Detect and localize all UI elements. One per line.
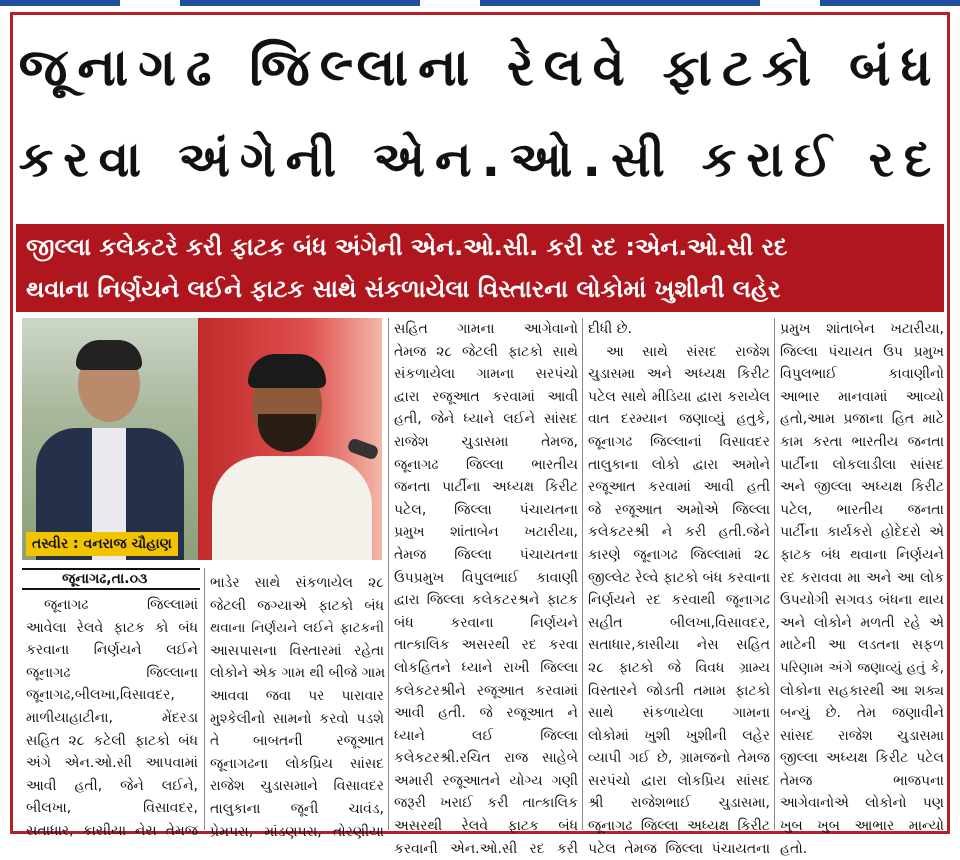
article-column-3 [394, 318, 578, 857]
text-line: દ્વારા રજૂઆત કરવામાં આવી [394, 388, 578, 405]
text-line: નિર્ણયને રદ કરવાથી જૂનાગઢ [588, 592, 770, 609]
text-line: સહિત ૨૮ કટેલી ફાટકો બંધ [26, 732, 198, 749]
text-line: જૂનાગઢના લોકપ્રિય સાંસદ [210, 755, 384, 772]
text-line: પરિણામ અંગે જણાવ્યું હતું કે, [780, 659, 944, 676]
text-line: જેટલી જગ્યાએ ફાટકો બંધ [210, 597, 384, 614]
text-line: સાથે સંકળાયેલા ગામના [588, 705, 770, 722]
text-line: રાજેશ ચુડાસમા તેમજ, [394, 433, 578, 450]
text-line: તેમજ જિલ્લા પંચાયતના [394, 546, 578, 563]
text-line: પાર્ટીના કાર્યકરો હોદેદરો એ [780, 524, 944, 541]
photo-man-at-microphone [198, 318, 382, 560]
text-line: સતાધાર, કાસીયા નેસ તેમજ [26, 822, 198, 839]
text-line: લોકોને એક ગામ થી બીજે ગામ [210, 665, 386, 682]
text-line: અમારી રજૂઆતને યોગ્ય ગણી [394, 772, 578, 789]
text-line: તેમજ ૨૮ જેટલી ફાટકો સાથે [394, 343, 578, 360]
dateline: જૂનાગઢ,તા.૦૩ [22, 568, 200, 590]
text-line: મુશ્કેલીનો સામનો કરવો પડશે [210, 710, 384, 727]
text-line: આ સાથે સંસદ રાજેશ [606, 343, 770, 360]
text-line: તે બાબતની રજૂઆત [210, 733, 384, 750]
text-line: તાલુકાના જૂની ચાવંડ, [210, 800, 384, 817]
text-line: કરવાના નિર્ણયને લઈને [26, 642, 198, 659]
text-line: કરવાની એન.ઓ.સી રદ કરી [394, 840, 578, 857]
text-line: પટેલ તેમજ જિલ્લા પંચાયતના [588, 840, 770, 857]
text-line: થવાના નિર્ણયને લઈને ફાટકની [210, 620, 384, 637]
article-column-1 [26, 594, 198, 839]
text-line: કલેકટરશ્રી.રચિત રાજ સાહેબે [394, 750, 578, 767]
text-line: સંકળાયેલા ગામના સરપંચો [394, 366, 578, 383]
text-line: અસરથી રેલવે ફાટક બંધ [394, 818, 578, 835]
photo-caption: તસ્વીર : વનરાજ ચૌહાણ [26, 532, 178, 556]
text-line: સરપંચો દ્વારા લોકપ્રિય સાંસદ [588, 772, 770, 789]
text-line: લોકહિતને ધ્યાને રાખી જિલ્લા [394, 659, 578, 676]
column-divider [204, 568, 205, 830]
text-line: ધ્યાને લઈ જિલ્લા [394, 727, 578, 744]
text-line: આવેલા રેલવે ફાટક કો બંધ [26, 619, 198, 636]
text-line: માળીયાહાટીના, મેંદરડા [26, 709, 198, 726]
text-line: વિસ્તારને જોડતી તમામ ફાટકો [588, 682, 770, 699]
text-line: હતો,આમ પ્રજાના હિત માટે [780, 411, 944, 428]
text-line: જૂનાગઢ જિલ્લા અધ્યક્ષ કિરીટ [588, 818, 770, 835]
text-line: જે રજૂઆત અમોએ જિલ્લા [588, 501, 770, 518]
text-line: જીલ્લા અધ્યક્ષ કિરીટ પટેલ [780, 750, 944, 767]
column-divider [774, 318, 775, 830]
text-line: હતી, જેને ધ્યાને લઈને સાંસદ [394, 411, 578, 428]
text-line: દ્વારા જિલ્લા કલેકટરશ્રને ફાટક [394, 592, 578, 609]
text-line: જૂનાગઢ જિલ્લા ભારતીય [394, 456, 578, 473]
text-line: આવવા જવા પર પારાવાર [210, 687, 384, 704]
headline-line-1: જૂનાગઢ જિલ્લાના રેલવે ફાટકો બંધ [18, 38, 942, 98]
text-line: આસપાસના વિસ્તારમાં રહેતા [210, 642, 384, 659]
text-line: હતો. [780, 840, 808, 857]
text-line: જૂનાગઢ,બીલખા,વિસાવદર, [26, 687, 175, 704]
text-line: અંગે એન.ઓ.સી આપવામાં [26, 755, 198, 772]
text-line: વ્યાપી ગઈ છે, ગ્રામજનો તેમજ [588, 750, 770, 767]
text-line: પટેલ, ભારતીય જનતા [780, 501, 944, 518]
text-line: જરૂરી ખરાઈ કરી તાત્કાલિક [394, 795, 578, 812]
text-line: લોકોમાં ખુશી ખુશીની લહેર [588, 727, 770, 744]
text-line: પ્રમુખ શાંતાબેન ખટારીયા, [394, 524, 578, 541]
subheadline-line-1: જીલ્લા કલેકટરે કરી ફાટક બંધ અંગેની એન.ઓ.સી. કરી રદ :એન.ઓ.સી રદ [26, 233, 788, 261]
text-line: જૂનાગઢ જિલ્લાના [26, 664, 198, 681]
news-photos [22, 318, 382, 560]
text-line: લોકોના સહકારથી આ શક્ય [780, 682, 944, 699]
column-divider [582, 318, 583, 830]
text-line: જૂનાગઢ જિલ્લામાં [44, 597, 198, 613]
text-line: બન્યું છે. તેમ જણાવીને [780, 705, 944, 722]
text-line: સતાધાર,કાસીયા નેસ સહિત [588, 637, 770, 654]
text-line: વિપુલભાઈ કાવાણીનો [780, 366, 944, 383]
headline-line-2: કરવા અંગેની એન.ઓ.સી કરાઈ રદ [18, 131, 942, 188]
text-line: પ્રમુખ શાંતાબેન ખટારીયા, [780, 321, 944, 337]
text-line: ઉપયોગી સગવડ બંધના થાય [780, 592, 944, 609]
text-line: જનતા પાર્ટીના અધ્યક્ષ કિરીટ [394, 479, 578, 496]
text-line: બંધ કરવાના નિર્ણયને [394, 614, 578, 631]
subheadline-line-2: થવાના નિર્ણયને લઈને ફાટક સાથે સંકળાયેલા વિસ્તારના લોકોમાં ખુશીની લહેર [26, 275, 781, 303]
text-line: આભાર માનવામાં આવ્યો [780, 388, 944, 405]
text-line: ભાડેર સાથે સંકળાયેલ ૨૮ [210, 575, 384, 591]
text-line: ચુડાસમા અને અધ્યક્ષ કિરીટ [588, 366, 770, 383]
text-line: ઉપપ્રમુખ વિપુલભાઈ કાવાણી [394, 569, 578, 586]
top-color-strip [0, 0, 960, 6]
text-line: કારણે જૂનાગઢ જિલ્લામાં ૨૮ [588, 546, 770, 563]
column-divider [388, 318, 389, 830]
text-line: તેમજ ભાજપના [780, 772, 944, 789]
text-line: કલેકટરશ્રી ને કરી હતી.જેને [588, 524, 770, 541]
photo-man-in-suit [22, 318, 198, 560]
text-line: કલેકટરશ્રીને રજૂઆત કરવામાં [394, 682, 578, 699]
text-line: કામ કરતા ભારતીય જનતા [780, 433, 944, 450]
text-line: પટેલ, જિલ્લા પંચાયતના [394, 501, 578, 518]
text-line: આવી હતી, જેને લઈને, [26, 777, 198, 794]
subheadline-bar [16, 224, 944, 312]
text-line: ફાટક બંધ થવાના નિર્ણયને [780, 546, 944, 563]
text-line: આગેવાનોએ લોકોનો પણ [780, 795, 944, 812]
text-line: વાત દરમ્યાન જણાવ્યું હતુકે, [588, 411, 770, 428]
text-line: દીધી છે. [588, 321, 632, 337]
text-line: સહિત ગામના આગેવાનો [394, 321, 578, 337]
text-line: પ્રેમપરા, માંડણપરા, તોરણીયા [210, 823, 384, 840]
text-line: ૨૮ ફાટકો જે વિવધ ગ્રામ્ય [588, 659, 770, 676]
headline [16, 22, 944, 218]
article-column-5 [780, 318, 944, 857]
text-line: આવી હતી. જે રજૂઆત ને [394, 705, 578, 722]
text-line: તાત્કાલિક અસરથી રદ કરવા [394, 637, 578, 654]
article-column-2 [210, 572, 386, 840]
text-line: રાજેશ ચુડાસમાને વિસાવદર [210, 778, 384, 795]
text-line: અને લોકોને મળતી રહે એ [780, 614, 944, 631]
text-line: માટેની આ લડતના સફળ [780, 637, 944, 654]
text-line: સહીત બીલખા,વિસાવદર, [588, 614, 770, 631]
text-line: જિલ્લા પંચાયત ઉપ પ્રમુખ [780, 343, 944, 360]
text-line: બીલખા, વિસાવદર, [26, 800, 198, 817]
article-column-4 [588, 318, 770, 857]
text-line: ખુબ ખુબ આભાર માન્યો [780, 818, 944, 835]
text-line: રદ કરાવવા મા અને આ લોક [780, 569, 944, 586]
text-line: જૂનાગઢ જિલ્લાનાં વિસાવદર [588, 433, 770, 450]
text-line: પાર્ટીના લોકલાડીલા સાંસદ [780, 456, 944, 473]
text-line: સાંસદ રાજેશ ચુડાસમા [780, 727, 944, 744]
text-line: શ્રી રાજેશભાઈ ચુડાસમા, [588, 795, 770, 812]
text-line: અને જીલ્લા અધ્યક્ષ કિરીટ [780, 479, 944, 496]
text-line: તાલુકાના લોકો દ્વારા અમોને [588, 456, 770, 473]
text-line: જીલ્લેટ રેલ્વે ફાટકો બંધ કરવાના [588, 569, 770, 586]
text-line: રજૂઆત કરવામાં આવી હતી [588, 479, 770, 496]
text-line: પટેલ સાથે મીડિયા દ્વારા કરાયેલ [588, 388, 770, 405]
